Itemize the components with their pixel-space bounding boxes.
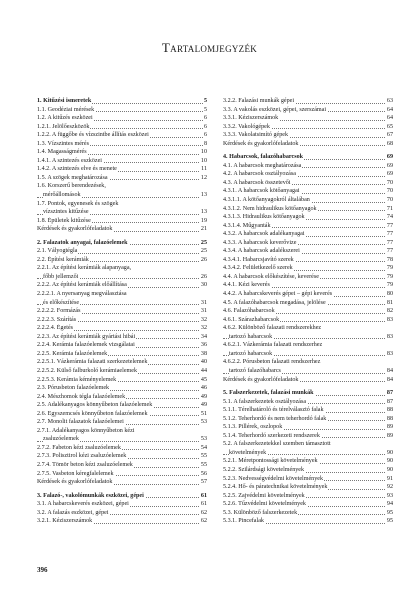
toc-entry-title: 1.5. A szögek meghatározása bbox=[37, 174, 108, 181]
toc-entry-page: 53 bbox=[200, 436, 207, 443]
toc-entry-title: 4.3.1. A habarcsok kötőanyagai bbox=[223, 188, 300, 195]
toc-entry bbox=[223, 247, 393, 256]
toc-entry-title: 4.3.4.2. Felületkezelő szerek bbox=[223, 265, 293, 272]
toc-entry-page: 49 bbox=[200, 393, 207, 400]
toc-entry bbox=[223, 432, 393, 441]
toc-entry-page: 51 bbox=[200, 410, 207, 417]
toc-entry bbox=[223, 457, 393, 466]
toc-entry bbox=[223, 350, 393, 359]
toc-entry bbox=[37, 307, 207, 316]
toc-entry-page: 61 bbox=[200, 501, 207, 508]
toc-entry bbox=[37, 461, 207, 470]
toc-entry-title: 3.3.1. Kéziszerszámok bbox=[223, 115, 279, 122]
toc-entry-page: 5 bbox=[203, 106, 207, 113]
toc-entry-title: Kérdések és gyakorlófeladatok bbox=[223, 376, 299, 383]
toc-entry-title: 2.2.2.3. Szárítás bbox=[37, 316, 77, 323]
toc-entry-title: 2.7. Monolit falazatok falazóelemei bbox=[37, 419, 124, 426]
toc-entry-title: 2.2.3. Az építési kerámiák gyártási hibái bbox=[37, 333, 136, 340]
toc-entry-title: 4.3.2. A habarcsok adalékanyagai bbox=[223, 231, 305, 238]
toc-entry-title: 1.7. Pontok, egyenesek és szögek bbox=[37, 200, 119, 207]
toc-entry-title: 1.1. Geodéziai mérések bbox=[37, 106, 95, 113]
toc-entry-page: 87 bbox=[386, 390, 393, 397]
toc-entry-title: 5.1.4. Teherhordó szerkezeti rendszerek bbox=[223, 432, 320, 439]
toc-entry-title: 1.6. Korszerű berendezések, bbox=[37, 183, 106, 190]
toc-entry bbox=[37, 444, 207, 453]
toc-entry-title: 5.2. A falszerkezetekkel szemben támasztott bbox=[223, 441, 331, 448]
toc-entry-title: 2.2.2.4. Égetés bbox=[37, 325, 74, 332]
toc-entry bbox=[223, 273, 393, 282]
toc-entry-title: 4.6.2.1. Vázkerámia falazati rendszerhez bbox=[223, 342, 323, 349]
toc-entry bbox=[223, 483, 393, 492]
toc-entry bbox=[223, 299, 393, 308]
toc-entry bbox=[37, 131, 207, 140]
toc-entry-title: 4.6. Falazóhabarcsok bbox=[223, 308, 275, 315]
toc-entry bbox=[223, 196, 393, 205]
toc-entry bbox=[37, 324, 207, 333]
toc-entry bbox=[37, 106, 207, 115]
toc-entry-title: 4.4.2. A habarcskeverés gépei – gépi keverés bbox=[223, 291, 333, 298]
toc-entry-title: 2.7.4. Tömör beton kézi zsaluzóelemek bbox=[37, 461, 133, 468]
toc-entry bbox=[37, 200, 207, 209]
toc-entry bbox=[223, 466, 393, 475]
toc-entry bbox=[37, 384, 207, 393]
toc-entry bbox=[37, 157, 207, 166]
toc-entry bbox=[223, 162, 393, 171]
toc-entry-title: 4.3.4. A habarcsok adalékszerei bbox=[223, 248, 300, 255]
toc-entry bbox=[37, 410, 207, 419]
toc-entry-page: 49 bbox=[200, 402, 207, 409]
toc-entry-page: 45 bbox=[200, 376, 207, 383]
toc-entry-page: 83 bbox=[386, 333, 393, 340]
toc-entry-title: 4.6.1. Szárazhabarcsok bbox=[223, 316, 280, 323]
toc-entry-title: főbb jellemzői bbox=[43, 273, 79, 280]
toc-entry-page: 55 bbox=[200, 461, 207, 468]
toc-chapter-entry bbox=[37, 492, 207, 501]
toc-entry-title: 3. Falazó-, vakolómunkák eszközei, gépei bbox=[37, 492, 144, 499]
toc-entry-page: 70 bbox=[386, 197, 393, 204]
toc-entry bbox=[37, 225, 207, 234]
toc-entry-page: 32 bbox=[200, 316, 207, 323]
toc-entry-page: 13 bbox=[200, 209, 207, 216]
toc-entry-title: 4.3.1.4. Műgyanták bbox=[223, 222, 271, 229]
toc-entry-page: 19 bbox=[200, 217, 207, 224]
toc-entry bbox=[37, 191, 207, 200]
toc-entry bbox=[223, 179, 393, 188]
toc-entry bbox=[37, 517, 207, 526]
toc-entry bbox=[223, 97, 393, 106]
toc-entry-title: 1.2. A kitűzés eszközei bbox=[37, 115, 93, 122]
toc-entry-page: 83 bbox=[386, 316, 393, 323]
toc-entry-title: 2.2.5.3. Kerámia kéményelemek bbox=[37, 376, 117, 383]
toc-entry-title: zsaluzóelemek bbox=[43, 436, 79, 443]
toc-entry bbox=[223, 324, 393, 333]
toc-entry bbox=[37, 174, 207, 183]
toc-entry bbox=[37, 316, 207, 325]
toc-entry bbox=[223, 440, 393, 449]
toc-entry bbox=[223, 131, 393, 140]
toc-entry bbox=[223, 475, 393, 484]
toc-entry-title: 2.1. Vályogtégla bbox=[37, 248, 78, 255]
toc-entry-page: 77 bbox=[386, 231, 393, 238]
toc-entry bbox=[223, 222, 393, 231]
toc-entry-page: 78 bbox=[386, 256, 393, 263]
toc-entry bbox=[37, 367, 207, 376]
toc-entry-page: 5 bbox=[203, 98, 207, 104]
toc-entry bbox=[223, 341, 393, 350]
toc-entry-page: 79 bbox=[386, 265, 393, 272]
toc-entry bbox=[223, 367, 393, 376]
toc-entry-title: 5.1.1. Térelhatároló és térelválasztó falak bbox=[223, 407, 324, 414]
toc-entry bbox=[223, 406, 393, 415]
toc-entry-title: 2.7.5. Vasbeton kéregfalelemek bbox=[37, 470, 114, 477]
toc-entry bbox=[37, 509, 207, 518]
toc-entry-title: 5.3.1. Pincefalak bbox=[223, 518, 264, 525]
toc-entry-title: Kérdések és gyakorlófeladatok bbox=[37, 479, 113, 486]
toc-entry bbox=[37, 148, 207, 157]
toc-entry-title: 2.2.4. Kerámia falazóelemek vizsgálatai bbox=[37, 342, 135, 349]
toc-entry bbox=[37, 182, 207, 191]
toc-entry-page: 90 bbox=[386, 449, 393, 456]
toc-entry-title: 2.3. Pórusbeton falazóelemek bbox=[37, 385, 110, 392]
toc-entry-title: 4.6.2. Különböző falazati rendszerekhez bbox=[223, 325, 322, 332]
toc-entry-title: 2.7.3. Polisztirol kézi zsaluzóelemek bbox=[37, 453, 127, 460]
toc-entry bbox=[223, 114, 393, 123]
toc-entry-title: és előkészítése bbox=[43, 299, 80, 306]
toc-entry bbox=[223, 281, 393, 290]
toc-entry-title: 2.2.5.2. Külső falburkoló kerámiaelemek bbox=[37, 367, 138, 374]
toc-entry bbox=[223, 264, 393, 273]
toc-chapter-entry bbox=[37, 239, 207, 248]
toc-entry-page: 40 bbox=[200, 359, 207, 366]
toc-entry-title: 5.1.3. Pillérek, oszlopok bbox=[223, 424, 283, 431]
toc-entry bbox=[37, 217, 207, 226]
toc-entry-title: 1.2.2. A függőbe és vízszintbe állítás eszközei bbox=[37, 132, 149, 139]
toc-entry bbox=[223, 307, 393, 316]
toc-entry-page: 6 bbox=[203, 132, 207, 139]
toc-entry-title: 5.2.1. Méretpontossági követelmények bbox=[223, 458, 318, 465]
toc-entry bbox=[223, 170, 393, 179]
toc-entry-title: 3.2.1. Kéziszerszámok bbox=[37, 518, 93, 525]
toc-entry bbox=[223, 333, 393, 342]
toc-entry-page: 10 bbox=[200, 149, 207, 156]
toc-entry bbox=[223, 123, 393, 132]
toc-entry-page: 55 bbox=[200, 453, 207, 460]
toc-entry-title: 2.6. Egyszemcsés könnyűbeton falazóelemek bbox=[37, 410, 148, 417]
toc-entry-page: 79 bbox=[386, 273, 393, 280]
toc-entry-title: 5.2.2. Szilárdsági követelmények bbox=[223, 466, 305, 473]
toc-entry-title: 3.2.2. Falazási munkák gépei bbox=[223, 98, 295, 104]
toc-entry bbox=[223, 517, 393, 526]
toc-entry-page: 90 bbox=[386, 466, 393, 473]
toc-entry-page: 25 bbox=[200, 248, 207, 255]
toc-entry bbox=[37, 376, 207, 385]
toc-entry bbox=[223, 500, 393, 509]
toc-entry-title: 1.4.1. A szintezés eszközei bbox=[37, 157, 102, 164]
toc-entry-title: 2.2.2. Az építési kerámiák előállítása bbox=[37, 282, 127, 289]
toc-entry bbox=[223, 213, 393, 222]
toc-entry bbox=[37, 273, 207, 282]
toc-entry-page: 8 bbox=[203, 140, 207, 147]
toc-entry-page: 25 bbox=[200, 239, 207, 246]
toc-entry-page: 10 bbox=[200, 157, 207, 164]
toc-entry-page: 6 bbox=[203, 123, 207, 130]
toc-entry-page: 84 bbox=[386, 367, 393, 374]
toc-entry-title: tartozó habarcsok bbox=[229, 350, 273, 357]
toc-entry-page: 65 bbox=[386, 123, 393, 130]
toc-entry bbox=[37, 140, 207, 149]
toc-entry-page: 61 bbox=[200, 492, 207, 499]
toc-entry bbox=[223, 492, 393, 501]
toc-entry-page: 69 bbox=[386, 154, 393, 161]
toc-entry-page: 64 bbox=[386, 106, 393, 113]
toc-entry bbox=[37, 470, 207, 479]
toc-entry-page: 34 bbox=[200, 333, 207, 340]
toc-entry bbox=[37, 208, 207, 217]
toc-entry bbox=[223, 509, 393, 518]
toc-chapter-entry bbox=[223, 389, 393, 398]
toc-entry-page: 95 bbox=[386, 509, 393, 516]
toc-entry-page: 77 bbox=[386, 248, 393, 255]
toc-entry-page: 44 bbox=[200, 367, 207, 374]
toc-entry-title: 4.5. A falazóhabarcsok megadása, jelölése bbox=[223, 299, 326, 306]
toc-entry bbox=[37, 500, 207, 509]
toc-entry-title: 4.3.1.1. A kötőanyagokról általában bbox=[223, 197, 310, 204]
toc-entry-page: 69 bbox=[386, 162, 393, 169]
toc-entry bbox=[223, 230, 393, 239]
toc-entry bbox=[223, 423, 393, 432]
toc-entry-page: 54 bbox=[200, 444, 207, 451]
toc-entry-title: 3.3.2. Vakológépek bbox=[223, 123, 270, 130]
toc-entry bbox=[37, 418, 207, 427]
toc-entry-title: 2.4. Mészhomok tégla falazóelemek bbox=[37, 393, 126, 400]
toc-chapter-entry bbox=[37, 97, 207, 106]
toc-entry-page: 74 bbox=[386, 214, 393, 221]
toc-entry bbox=[37, 435, 207, 444]
toc-entry bbox=[223, 358, 393, 367]
toc-entry-page: 94 bbox=[386, 501, 393, 508]
toc-entry-title: 5.1. A falszerkezetek osztályozása bbox=[223, 398, 307, 405]
toc-entry bbox=[223, 316, 393, 325]
toc-entry-page: 26 bbox=[200, 256, 207, 263]
toc-entry-title: 4.1. A habarcsok meghatározása bbox=[223, 162, 302, 169]
toc-entry-title: 4. Habarcsok, falazóhabarcsok bbox=[223, 154, 304, 161]
toc-entry bbox=[37, 123, 207, 132]
toc-chapter-entry bbox=[223, 153, 393, 162]
toc-entry-title: 1.4. Magasságmérés bbox=[37, 149, 87, 156]
toc-entry-page: 46 bbox=[200, 385, 207, 392]
toc-entry-page: 88 bbox=[386, 415, 393, 422]
toc-entry-page: 81 bbox=[386, 299, 393, 306]
toc-entry bbox=[37, 358, 207, 367]
toc-entry bbox=[223, 376, 393, 385]
toc-entry-page: 62 bbox=[200, 518, 207, 525]
toc-entry bbox=[223, 398, 393, 407]
toc-left-column bbox=[37, 97, 207, 526]
toc-entry-title: 4.3.1.2. Nem hidraulikus kötőanyagok bbox=[223, 205, 317, 212]
toc-entry bbox=[37, 256, 207, 265]
toc-entry-page: 6 bbox=[203, 115, 207, 122]
toc-entry-title: 2.2.5. Kerámia falazóelemek bbox=[37, 350, 108, 357]
toc-entry-page: 57 bbox=[200, 479, 207, 486]
toc-entry-page: 32 bbox=[200, 325, 207, 332]
toc-entry-title: 4.4.1. Kézi keverés bbox=[223, 282, 270, 289]
toc-entry bbox=[37, 427, 207, 436]
toc-entry bbox=[37, 393, 207, 402]
page-title: Tartalomjegyzék bbox=[161, 40, 258, 55]
toc-right-column bbox=[223, 97, 393, 526]
toc-entry-page: 69 bbox=[386, 171, 393, 178]
toc-entry-title: 5.2.4. Hő- és páratechnikai követelmények bbox=[223, 484, 328, 491]
toc-entry-title: tartozó habarcsok bbox=[229, 333, 273, 340]
toc-entry-title: 5.1.2. Teherhordó és nem teherhordó falak bbox=[223, 415, 327, 422]
toc-entry bbox=[223, 205, 393, 214]
toc-entry-page: 89 bbox=[386, 432, 393, 439]
toc-entry bbox=[37, 333, 207, 342]
toc-entry-title: 2. Falazatok anyagai, falazóelemek bbox=[37, 239, 128, 246]
toc-entry-page: 77 bbox=[386, 239, 393, 246]
toc-entry-title: 4.2. A habarcsok osztályozása bbox=[223, 171, 296, 178]
toc-entry bbox=[223, 140, 393, 149]
toc-entry-page: 12 bbox=[200, 174, 207, 181]
toc-entry-title: 5.2.5. Zajvédelmi követelmények bbox=[223, 492, 305, 499]
toc-entry-title: 4.3.1.3. Hidraulikus kötőanyagok bbox=[223, 214, 305, 221]
toc-entry-title: 2.7.1. Adalékanyagos könnyűbeton kézi bbox=[37, 427, 135, 434]
toc-entry-title: 3.1. A habarcskeverés eszközei, gépei bbox=[37, 501, 129, 508]
toc-entry-title: 1.2.1. Jelölőeszközök bbox=[37, 123, 90, 130]
toc-entry-page: 26 bbox=[200, 273, 207, 280]
toc-entry-title: tartozó falazóhabarcs bbox=[229, 367, 281, 374]
toc-entry bbox=[37, 165, 207, 174]
toc-entry-title: 2.5. Adalékanyagos könnyűbeton falazóelemek bbox=[37, 402, 153, 409]
toc-entry-page: 87 bbox=[386, 398, 393, 405]
toc-entry bbox=[37, 350, 207, 359]
toc-entry bbox=[223, 187, 393, 196]
toc-entry-title: Kérdések és gyakorlófeladatok bbox=[37, 226, 113, 233]
toc-entry-title: 1. Kitűzési ismeretek bbox=[37, 98, 92, 104]
toc-entry-page: 89 bbox=[386, 424, 393, 431]
toc-entry-title: mérőállomások bbox=[43, 192, 81, 199]
toc-entry-title: 4.3. A habarcsok összetevői bbox=[223, 179, 291, 186]
toc-entry-page: 67 bbox=[386, 132, 393, 139]
toc-entry-page: 90 bbox=[386, 458, 393, 465]
toc-entry-title: 2.2.2.2. Formázás bbox=[37, 308, 81, 315]
toc-entry-page: 88 bbox=[386, 407, 393, 414]
toc-entry bbox=[37, 247, 207, 256]
toc-entry-page: 36 bbox=[200, 342, 207, 349]
toc-entry-title: 1.4.2. A szintezés elve és menete bbox=[37, 166, 117, 173]
toc-entry-page: 91 bbox=[386, 475, 393, 482]
toc-entry-page: 13 bbox=[200, 192, 207, 199]
toc-entry bbox=[37, 299, 207, 308]
toc-entry bbox=[223, 256, 393, 265]
toc-entry-page: 84 bbox=[386, 376, 393, 383]
toc-entry-title: 4.3.3. A habarcsok keverővize bbox=[223, 239, 297, 246]
toc-entry-title: 2.2.1. Az építési kerámiák alapanyaga, bbox=[37, 265, 132, 272]
toc-entry-page: 31 bbox=[200, 299, 207, 306]
toc-entry-title: 3.2. A falazás eszközei, gépei bbox=[37, 509, 109, 516]
toc-entry bbox=[37, 341, 207, 350]
toc-entry bbox=[37, 264, 207, 273]
toc-entry-page: 31 bbox=[200, 308, 207, 315]
toc-entry-page: 95 bbox=[386, 518, 393, 525]
toc-entry bbox=[223, 106, 393, 115]
toc-entry-title: 5.2.3. Nedvességvédelmi követelmények bbox=[223, 475, 324, 482]
toc-entry bbox=[223, 290, 393, 299]
toc-entry-title: 5. Falszerkezetek, falazási munkák bbox=[223, 390, 314, 397]
toc-entry-title: 1.3. Vízszintes mérés bbox=[37, 140, 90, 147]
toc-entry-title: 1.8. Épületek kitűzése bbox=[37, 217, 91, 224]
toc-entry-title: 2.7.2. Fabeton kézi zsaluzóelemek bbox=[37, 444, 121, 451]
toc-entry-title: 3.3. A vakolás eszközei, gépei, szerszámai bbox=[223, 106, 327, 113]
toc-entry-page: 70 bbox=[386, 188, 393, 195]
toc-entry-page: 82 bbox=[386, 308, 393, 315]
toc-entry bbox=[37, 114, 207, 123]
toc-entry-title: 2.2.2.1. A nyersanyag megválasztása bbox=[37, 291, 127, 298]
toc-entry-title: 4.3.4.1. Habarcsjavító szerek bbox=[223, 256, 294, 263]
toc-entry-title: 4.6.2.2. Pórusbeton falazati rendszerhez bbox=[223, 359, 321, 366]
toc-entry-title: 5.2.6. Tűzvédelmi követelmények bbox=[223, 501, 306, 508]
toc-entry-page: 80 bbox=[386, 291, 393, 298]
toc-entry bbox=[37, 478, 207, 487]
toc-entry-page: 77 bbox=[386, 222, 393, 229]
toc-entry bbox=[223, 415, 393, 424]
toc-entry-page: 30 bbox=[200, 282, 207, 289]
toc-entry-title: vízszintes kitűzése bbox=[43, 209, 89, 216]
toc-entry-page: 70 bbox=[386, 179, 393, 186]
toc-entry bbox=[223, 449, 393, 458]
toc-entry-page: 63 bbox=[386, 98, 393, 104]
toc-entry-page: 38 bbox=[200, 350, 207, 357]
toc-entry-page: 11 bbox=[201, 166, 207, 173]
page-number: 396 bbox=[37, 566, 48, 574]
toc-entry-page: 53 bbox=[200, 419, 207, 426]
toc-entry bbox=[37, 401, 207, 410]
toc-entry-page: 56 bbox=[200, 470, 207, 477]
toc-entry bbox=[37, 452, 207, 461]
toc-entry-page: 83 bbox=[386, 350, 393, 357]
toc-entry-title: 3.3.3. Vakolatsimító gépek bbox=[223, 132, 289, 139]
toc-entry bbox=[37, 281, 207, 290]
toc-entry-title: követelmények bbox=[229, 449, 267, 456]
toc-entry-title: 5.3. Különböző falszerkezetek bbox=[223, 509, 298, 516]
toc-entry-page: 71 bbox=[386, 205, 393, 212]
toc-entry bbox=[223, 239, 393, 248]
toc-entry-page: 68 bbox=[386, 140, 393, 147]
toc-entry-page: 64 bbox=[386, 115, 393, 122]
toc-entry-title: 2.2. Építési kerámiák bbox=[37, 256, 89, 263]
toc-entry-page: 93 bbox=[386, 492, 393, 499]
toc-entry-page: 21 bbox=[200, 226, 207, 233]
toc-entry-page: 62 bbox=[200, 509, 207, 516]
toc-entry-title: 4.4. A habarcsok előkészítése, keverése bbox=[223, 273, 319, 280]
toc-entry-title: 2.2.5.1. Vázkerámia falazati szerkezetelemek bbox=[37, 359, 148, 366]
toc-entry-title: Kérdések és gyakorlófeladatok bbox=[223, 140, 299, 147]
toc-entry-page: 79 bbox=[386, 282, 393, 289]
toc-entry bbox=[37, 290, 207, 299]
toc-entry-page: 92 bbox=[386, 484, 393, 491]
